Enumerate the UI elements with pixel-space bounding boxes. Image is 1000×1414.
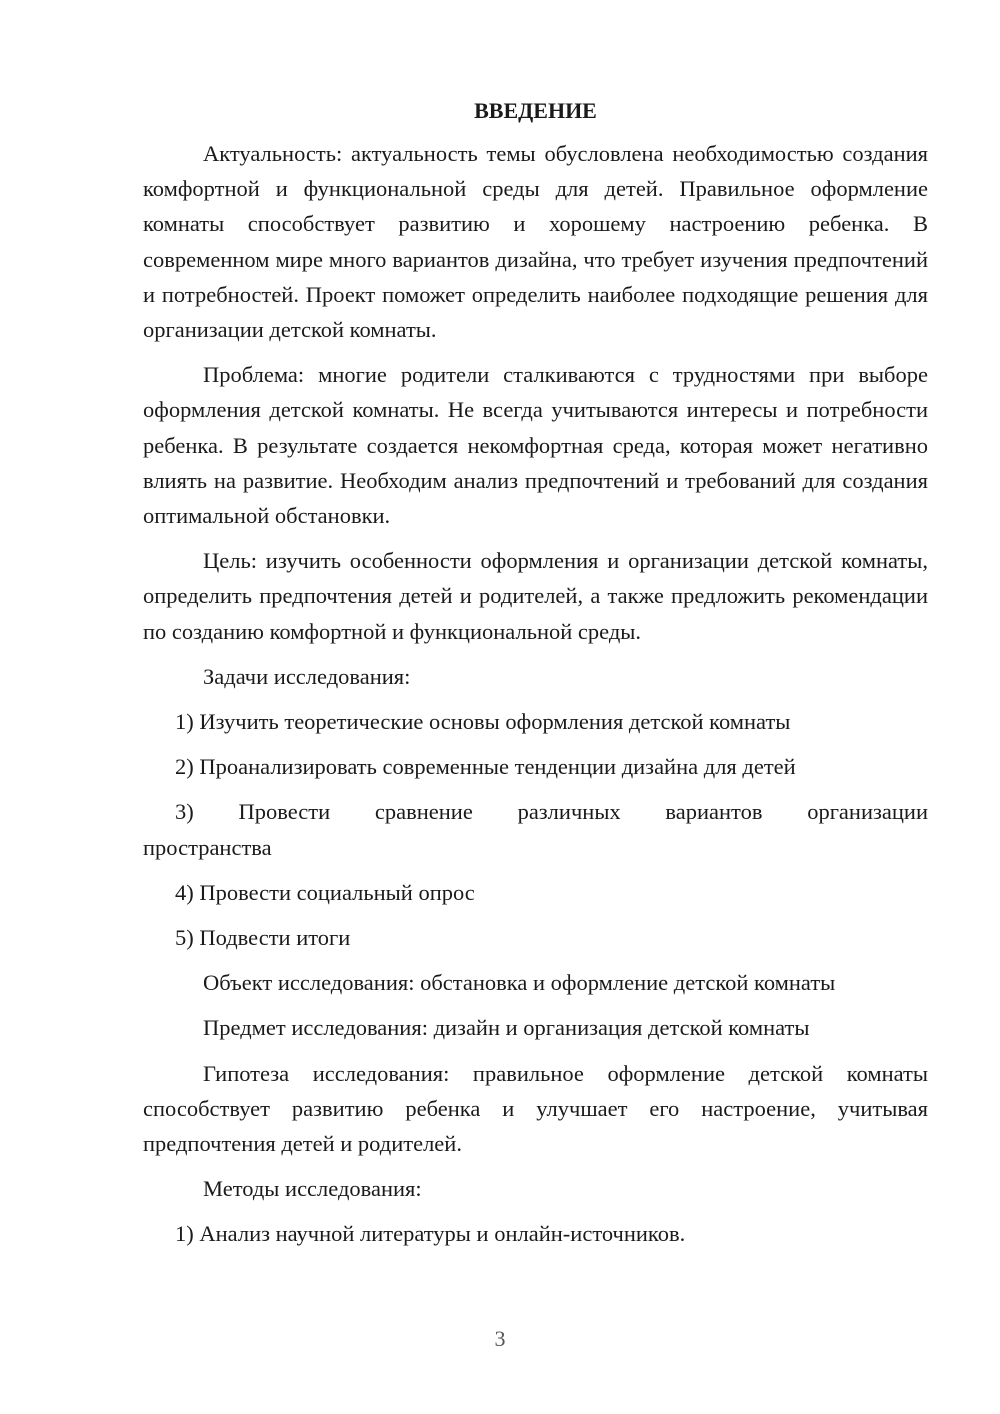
task-item-3-word: различных: [517, 799, 621, 825]
tasks-heading: Задачи исследования:: [203, 663, 411, 689]
task-item-3-word: организации: [807, 799, 928, 825]
task-item-1: 1) Изучить теоретические основы оформления детской комнаты: [175, 709, 791, 735]
page-number: 3: [494, 1326, 506, 1351]
task-item-3-first-line: [143, 794, 928, 829]
section-title: ВВЕДЕНИЕ: [474, 98, 597, 123]
task-item-5: 5) Подвести итоги: [175, 925, 351, 951]
task-item-3-word: Провести: [238, 799, 331, 825]
paragraph-hypothesis: Гипотеза исследования: правильное оформление детской комнаты способствует развитию ребенка и улучшает его настроение, учитывая предпочтения детей и родителей.: [143, 1060, 928, 1157]
paragraph-problem: Проблема: многие родители сталкиваются с трудностями при выборе оформления детской комнаты. Не всегда учитываются интересы и потребности ребенка. В результате создается некомфортная среда, которая может негативно влиять на развитие. Необходим анализ предпочтений и требований для создания оптимальной обстановки.: [143, 362, 928, 529]
task-item-4: 4) Провести социальный опрос: [175, 879, 475, 905]
task-item-2: 2) Проанализировать современные тенденции дизайна для детей: [175, 754, 796, 780]
task-item-3: [143, 794, 928, 864]
paragraph-relevance: Актуальность: актуальность темы обусловлена необходимостью создания комфортной и функциональной среды для детей. Правильное оформление комнаты способствует развитию и хорошему настроению ребенка. В современном мире много вариантов дизайна, что требует изучения предпочтений и потребностей. Проект поможет определить наиболее подходящие решения для организации детской комнаты.: [143, 141, 928, 343]
paragraph-subject: Предмет исследования: дизайн и организация детской комнаты: [203, 1015, 810, 1041]
task-item-3-word: вариантов: [665, 799, 763, 825]
methods-heading: Методы исследования:: [203, 1176, 422, 1202]
task-item-3-word: 3): [175, 799, 194, 825]
task-item-3-continuation: пространства: [143, 834, 272, 860]
method-item-1: 1) Анализ научной литературы и онлайн-источников.: [175, 1221, 686, 1247]
paragraph-goal: Цель: изучить особенности оформления и организации детской комнаты, определить предпочтения детей и родителей, а также предложить рекомендации по созданию комфортной и функциональной среды.: [143, 548, 928, 644]
paragraph-object: Объект исследования: обстановка и оформление детской комнаты: [203, 970, 836, 996]
task-item-3-word: сравнение: [374, 799, 473, 825]
document-page: [143, 96, 928, 1262]
